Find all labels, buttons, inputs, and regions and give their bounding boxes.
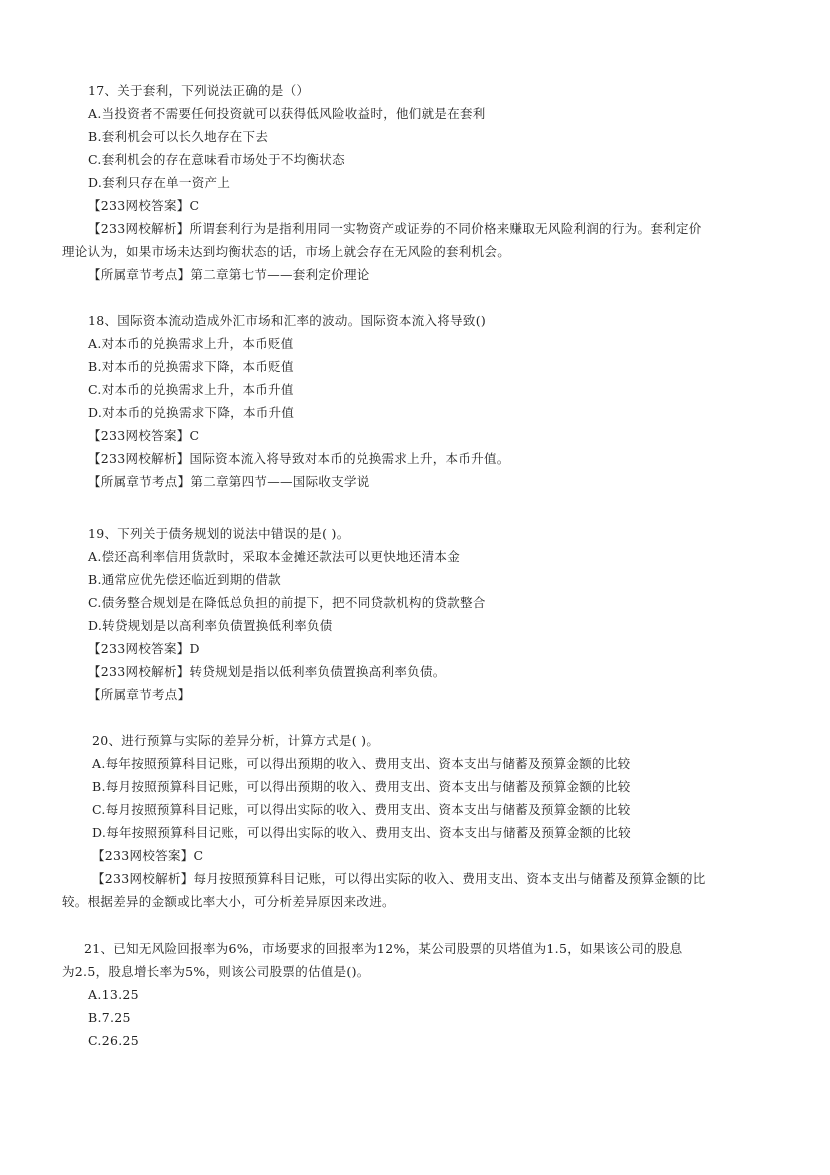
analysis-text: 【233网校解析】所谓套利行为是指利用同一实物资产或证券的不同价格来赚取无风险利润的行为。套利定价 [88, 221, 702, 236]
option-a: A.对本币的兑换需求上升，本币贬值 [88, 336, 294, 351]
option-a: A.偿还高利率信用货款时，采取本金摊还款法可以更快地还清本金 [88, 549, 461, 564]
question-stem: 21、已知无风险回报率为6%，市场要求的回报率为12%，某公司股票的贝塔值为1.5，如果该公司的股息 [84, 941, 683, 956]
analysis-text: 【233网校解析】每月按照预算科目记账，可以得出实际的收入、费用支出、资本支出与储蓄及预算金额的比 [92, 871, 706, 886]
option-b: B.对本币的兑换需求下降，本币贬值 [88, 359, 294, 374]
answer-label: 【233网校答案】C [88, 198, 200, 213]
analysis-text: 【233网校解析】国际资本流入将导致对本币的兑换需求上升，本币升值。 [88, 451, 510, 466]
analysis-text: 【233网校解析】转贷规划是指以低利率负债置换高利率负债。 [88, 664, 446, 679]
option-c: C.债务整合规划是在降低总负担的前提下，把不同贷款机构的贷款整合 [88, 595, 486, 610]
question-stem: 20、进行预算与实际的差异分析，计算方式是( )。 [92, 733, 380, 748]
question-stem-continued: 为2.5，股息增长率为5%，则该公司股票的估值是()。 [62, 964, 370, 979]
option-b: B.通常应优先偿还临近到期的借款 [88, 572, 281, 587]
option-b: B.每月按照预算科目记账，可以得出预期的收入、费用支出、资本支出与储蓄及预算金额的比较 [92, 779, 631, 794]
answer-label: 【233网校答案】C [92, 848, 204, 863]
analysis-text-continued: 较。根据差异的金额或比率大小，可分析差异原因来改进。 [62, 894, 395, 909]
chapter-reference: 【所属章节考点】 [88, 687, 191, 702]
answer-label: 【233网校答案】C [88, 428, 200, 443]
chapter-reference: 【所属章节考点】第二章第七节——套利定价理论 [88, 267, 370, 282]
question-stem: 18、国际资本流动造成外汇市场和汇率的波动。国际资本流入将导致() [88, 313, 487, 328]
option-d: D.对本币的兑换需求下降，本币升值 [88, 405, 295, 420]
option-c: C.26.25 [88, 1033, 139, 1048]
option-b: B.套利机会可以长久地存在下去 [88, 129, 269, 144]
answer-label: 【233网校答案】D [88, 641, 200, 656]
option-c: C.每月按照预算科目记账，可以得出实际的收入、费用支出、资本支出与储蓄及预算金额的比较 [92, 802, 631, 817]
option-d: D.每年按照预算科目记账，可以得出实际的收入、费用支出、资本支出与储蓄及预算金额的比较 [92, 825, 631, 840]
option-c: C.对本币的兑换需求上升，本币升值 [88, 382, 294, 397]
option-a: A.13.25 [88, 987, 139, 1002]
option-b: B.7.25 [88, 1010, 131, 1025]
option-a: A.每年按照预算科目记账，可以得出预期的收入、费用支出、资本支出与储蓄及预算金额的比较 [92, 756, 631, 771]
option-a: A.当投资者不需要任何投资就可以获得低风险收益时，他们就是在套利 [88, 106, 486, 121]
option-c: C.套利机会的存在意味看市场处于不均衡状态 [88, 152, 345, 167]
question-stem: 17、关于套利，下列说法正确的是（） [88, 83, 310, 98]
chapter-reference: 【所属章节考点】第二章第四节——国际收支学说 [88, 474, 370, 489]
option-d: D.转贷规划是以高利率负债置换低利率负债 [88, 618, 333, 633]
option-d: D.套利只存在单一资产上 [88, 175, 231, 190]
analysis-text-continued: 理论认为，如果市场未达到均衡状态的话，市场上就会存在无风险的套利机会。 [62, 244, 511, 259]
question-stem: 19、下列关于债务规划的说法中错误的是( )。 [88, 526, 350, 541]
